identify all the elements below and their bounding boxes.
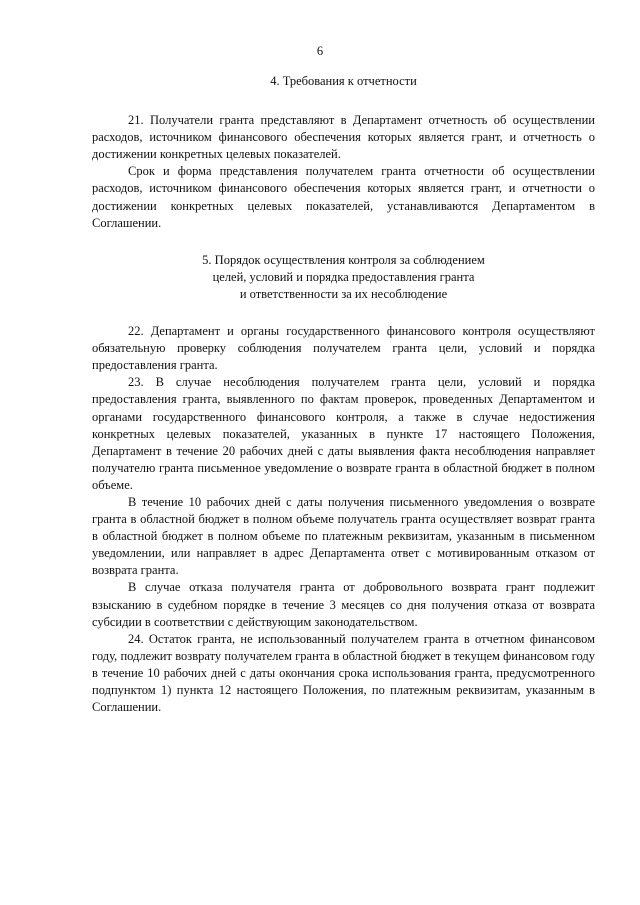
section-5-heading-line: целей, условий и порядка предоставления гранта — [212, 269, 475, 284]
section-4-heading: 4. Требования к отчетности — [270, 74, 417, 88]
section-5-heading-line: и ответственности за их несоблюдение — [239, 286, 448, 301]
spacer — [92, 303, 595, 323]
spacer — [92, 90, 595, 112]
paragraph-21: 21. Получатели гранта представляют в Департамент отчетность об осуществлении расходов, источником финансового обеспечения которых является грант, и отчетность о достижении конкретных целевых показателей. — [92, 113, 595, 162]
paragraph-reporting-terms: Срок и форма представления получателем гранта отчетности об осуществлении расходов, источником финансового обеспечения которых является грант, и отчетности о достижении конкретных целевых показателей, устанавливаются Департаментом в Соглашении. — [92, 164, 595, 230]
document-body — [92, 73, 595, 716]
section-5-heading — [92, 252, 595, 303]
paragraph-23: 23. В случае несоблюдения получателем гранта цели, условий и порядка предоставления гранта, выявленного по фактам проверок, проведенных Департаментом и органами государственного финансового контроля, а также в случае недостижения конкретных целевых показателей, указанных в пункте 17 настоящего Положения, Департамент в течение 20 рабочих дней с даты выявления факта несоблюдения направляет получателю гранта письменное уведомление о возврате гранта в областной бюджет в полном объеме. — [92, 375, 595, 492]
paragraph-24: 24. Остаток гранта, не использованный получателем гранта в отчетном финансовом году, подлежит возврату получателем гранта в областной бюджет в текущем финансовом году в течение 10 рабочих дней с даты окончания срока использования гранта, предусмотренного подпунктом 1) пункта 12 настоящего Положения, по платежным реквизитам, указанным в Соглашении. — [92, 631, 595, 715]
page-number: 6 — [316, 44, 324, 58]
spacer — [92, 232, 595, 252]
paragraph-22: 22. Департамент и органы государственного финансового контроля осуществляют обязательную проверку соблюдения получателем гранта цели, условий и порядка предоставления гранта. — [92, 324, 595, 373]
section-5-heading-line: 5. Порядок осуществления контроля за соблюдением — [202, 252, 485, 267]
paragraph-refusal: В случае отказа получателя гранта от добровольного возврата грант подлежит взысканию в судебном порядке в течение 3 месяцев со дня получения отказа от возврата субсидии в соответствии с действующим законодательством. — [92, 580, 595, 629]
paragraph-return-procedure: В течение 10 рабочих дней с даты получения письменного уведомления о возврате гранта в областной бюджет в полном объеме получатель гранта осуществляет возврат гранта в областной бюджет в полном объеме по платежным реквизитам, указанным в письменном уведомлении, или направляет в адрес Департамента ответ с мотивированным отказом от возврата гранта. — [92, 494, 595, 578]
